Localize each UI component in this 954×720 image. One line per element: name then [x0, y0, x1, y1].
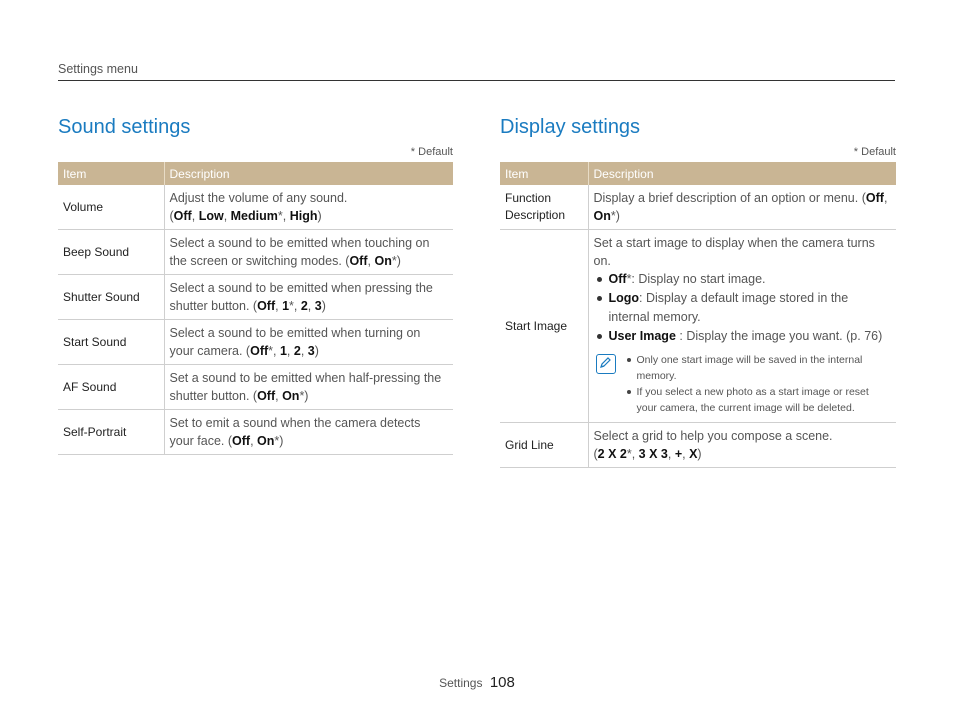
row-description: Select a sound to be emitted when pressing the shutter button. (Off, 1*, 2, 3) [164, 275, 453, 320]
display-settings-title: Display settings [500, 116, 641, 138]
table-header-row [500, 162, 896, 185]
list-item: Off*: Display no start image. [594, 270, 892, 289]
start-image-options [594, 270, 892, 346]
table-row [58, 320, 453, 365]
note-pencil-icon [596, 354, 616, 374]
table-row [58, 185, 453, 230]
table-row [58, 410, 453, 455]
row-item: Beep Sound [58, 230, 164, 275]
display-settings-section [500, 114, 896, 468]
header-rule [58, 80, 895, 81]
list-item: User Image : Display the image you want. (p. 76) [594, 327, 892, 346]
column-header-description: Description [164, 162, 453, 185]
column-header-item: Item [58, 162, 164, 185]
list-item: Only one start image will be saved in the internal memory. [626, 352, 892, 384]
row-item: Start Image [500, 230, 588, 423]
header-label: Settings menu [58, 62, 138, 76]
display-default-note: * Default [853, 146, 896, 158]
list-item: Logo: Display a default image stored in the internal memory. [594, 289, 892, 327]
list-item: If you select a new photo as a start image or reset your camera, the current image will be deleted. [626, 384, 892, 416]
row-description: Set a sound to be emitted when half-pressing the shutter button. (Off, On*) [164, 365, 453, 410]
row-description: Select a sound to be emitted when touching on the screen or switching modes. (Off, On*) [164, 230, 453, 275]
table-row [58, 230, 453, 275]
column-header-description: Description [588, 162, 896, 185]
display-settings-table [500, 162, 896, 468]
note-block [594, 352, 892, 416]
row-item: Start Sound [58, 320, 164, 365]
row-item: Grid Line [500, 423, 588, 468]
table-header-row [58, 162, 453, 185]
start-image-intro: Set a start image to display when the camera turns on. [593, 236, 875, 268]
page-number: 108 [489, 674, 515, 691]
table-row [500, 423, 896, 468]
row-item: AF Sound [58, 365, 164, 410]
row-description: Select a sound to be emitted when turning on your camera. (Off*, 1, 2, 3) [164, 320, 453, 365]
row-description: Set to emit a sound when the camera detects your face. (Off, On*) [164, 410, 453, 455]
row-item: Shutter Sound [58, 275, 164, 320]
row-description: Display a brief description of an option or menu. (Off, On*) [588, 185, 896, 230]
sound-default-note: * Default [410, 146, 453, 158]
page-footer [0, 674, 954, 691]
row-description: Adjust the volume of any sound. (Off, Low, Medium*, High) [164, 185, 453, 230]
footer-section-label: Settings [439, 676, 483, 690]
table-row [58, 275, 453, 320]
row-item: Function Description [500, 185, 588, 230]
table-row [58, 365, 453, 410]
note-list [626, 352, 892, 416]
row-description: Select a grid to help you compose a scene. (2 X 2*, 3 X 3, +, X) [588, 423, 896, 468]
row-item: Volume [58, 185, 164, 230]
sound-settings-title: Sound settings [58, 116, 191, 138]
sound-settings-table [58, 162, 453, 455]
row-item: Self-Portrait [58, 410, 164, 455]
sound-settings-section [58, 114, 453, 455]
table-row [500, 185, 896, 230]
column-header-item: Item [500, 162, 588, 185]
table-row [500, 230, 896, 423]
row-description [588, 230, 896, 423]
